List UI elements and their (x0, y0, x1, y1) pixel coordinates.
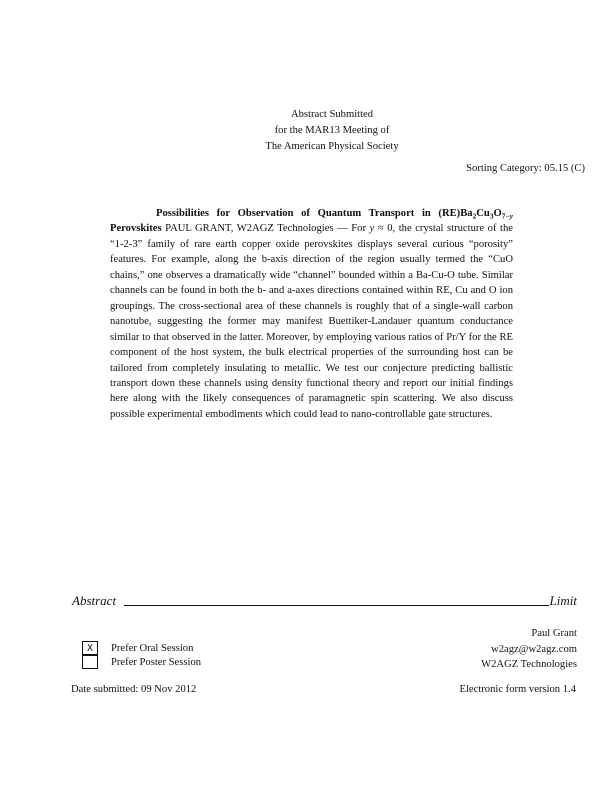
abstract-title: Possibilities for Observation of Quantum Transport in $(RE)Ba_2Cu_3O_{7-y}$ Perovskites (110, 208, 513, 235)
form-version: Electronic form version 1.4 (459, 684, 576, 695)
oral-session-label: Prefer Oral Session (111, 642, 194, 654)
submission-header (52, 107, 612, 154)
limit-label: Limit (549, 593, 577, 608)
contact-block (0, 626, 577, 673)
bottom-row (71, 684, 576, 695)
abstract-paragraph (110, 206, 513, 422)
abstract-label: Abstract (72, 593, 117, 608)
abstract-authors: PAUL GRANT, W2AGZ Technologies (161, 223, 334, 235)
contact-name: Paul Grant (531, 628, 577, 639)
fill-in-rule (124, 604, 548, 606)
authors-body-separator: — (333, 223, 352, 235)
checkbox-x-mark: X (87, 642, 93, 654)
date-submitted: Date submitted: 09 Nov 2012 (71, 684, 197, 695)
abstract-body: For y ≈ 0, the crystal structure of the “1-2-3” family of rare earth copper oxide perovskites displays several curious “porosity” features. For example, along the b-axis direction of the region usually termed the “CuO chains,” one observes a dramatically wide “channel” bounded within a Ba-Cu-O tube. Similar channels can be found in both the b- and a-axes directions contained within RE, Cu and O ion groupings. The cross-sectional area of these channels is roughly that of a single-wall carbon nanotube, suggesting the former may manifest Buettiker-Landauer quantum conductance similar to that observed in the latter. Moreover, by employing various ratios of Pr/Y for the RE component of the host system, the bulk electrical properties of the surrounding host can be tailored from completely insulating to metallic. We test our conjecture predicting ballistic transport down these channels using density functional theory and report our initial findings here along with the likely consequences of paramagnetic spin scattering. We also discuss possible experimental embodiments which could lead to nano-controllable gate structures. (110, 223, 514, 420)
header-line: The American Physical Society (265, 140, 399, 152)
header-line: Abstract Submitted (290, 109, 374, 120)
poster-session-label: Prefer Poster Session (111, 656, 202, 668)
contact-affiliation: W2AGZ Technologies (481, 659, 577, 670)
contact-email: w2agz@w2agz.com (491, 643, 577, 655)
abstract-limit-rule (72, 593, 577, 609)
header-line: for the MAR13 Meeting of (274, 124, 390, 136)
sorting-category: Sorting Category: 05.15 (C) (466, 163, 585, 174)
